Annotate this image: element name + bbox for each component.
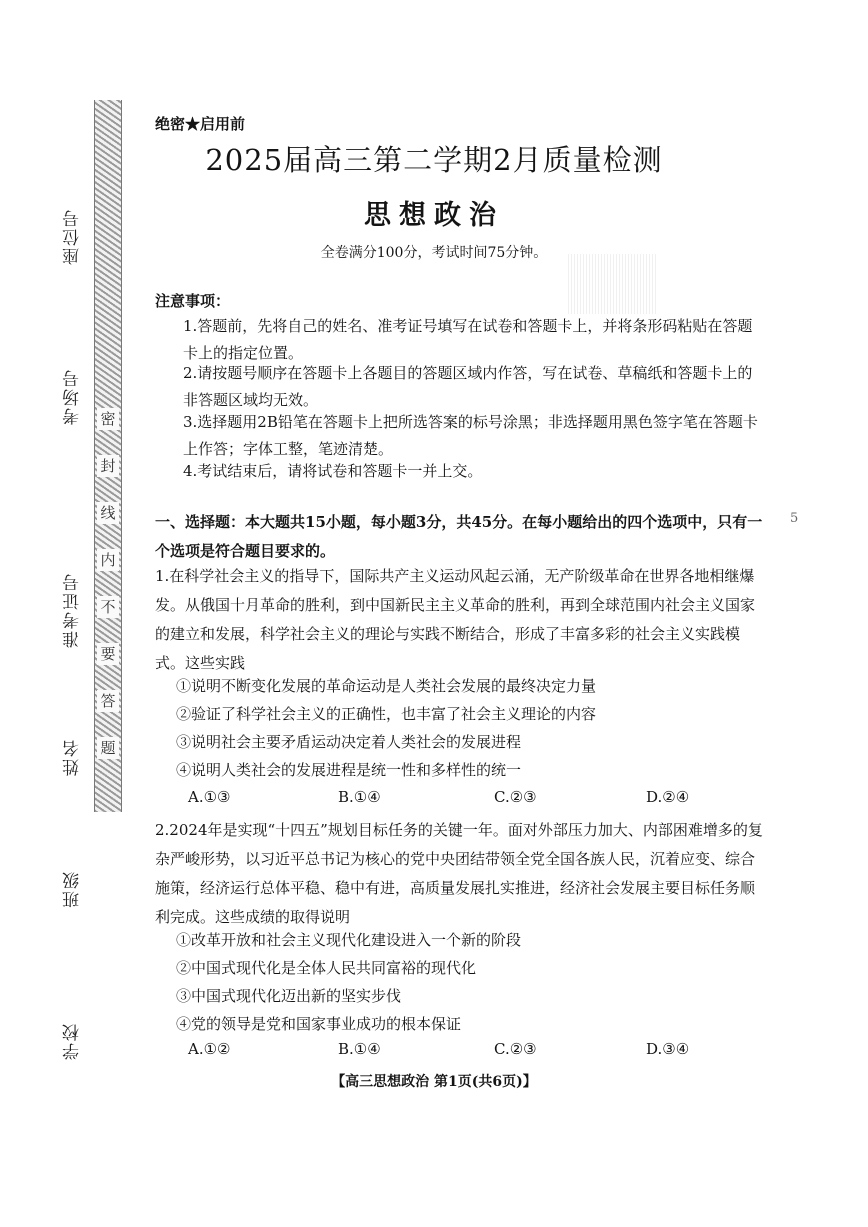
- seal-char: 封: [97, 455, 119, 477]
- section-heading: 一、选择题：本大题共15小题，每小题3分，共45分。在每小题给出的四个选项中，只有一个选项是符合题目要求的。: [155, 513, 763, 560]
- question-1-answer-c: C.②③: [494, 788, 537, 806]
- seal-char: 内: [97, 549, 119, 571]
- question-1-option: ③说明社会主要矛盾运动决定着人类社会的发展进程: [176, 733, 522, 751]
- exam-info: 全卷满分100分，考试时间75分钟。: [320, 245, 548, 261]
- seal-char: 答: [97, 690, 119, 712]
- question-2-stem: 2.2024年是实现“十四五”规划目标任务的关键一年。面对外部压力加大、内部困难增多的复杂严峻形势，以习近平总书记为核心的党中央团结带领全党全国各族人民，沉着应变、综合施策，经济运行总体平稳、稳中有进，高质量发展扎实推进，经济社会发展主要目标任务顺利完成。这些成绩的取得说明: [155, 821, 763, 926]
- question-1-answer-d: D.②④: [646, 788, 690, 806]
- subject-title: 思想政治: [364, 200, 504, 231]
- notice-item: 4.考试结束后，请将试卷和答题卡一并上交。: [183, 462, 483, 480]
- page-footer: 【高三思想政治 第1页(共6页)】: [331, 1074, 537, 1090]
- seal-char: 题: [97, 737, 119, 759]
- secret-mark: 绝密★启用前: [155, 115, 246, 133]
- exam-title: 2025届高三第二学期2月质量检测: [205, 143, 663, 177]
- seat-number-label: 座位号: [63, 208, 83, 265]
- exam-room-label: 考场号: [63, 368, 83, 425]
- question-2-option: ①改革开放和社会主义现代化建设进入一个新的阶段: [176, 931, 522, 949]
- seal-char: 密: [97, 408, 119, 430]
- stray-mark: 5: [790, 511, 799, 526]
- class-label: 班级: [63, 870, 83, 908]
- admission-number-label: 准考证号: [63, 572, 83, 648]
- question-1-option: ④说明人类社会的发展进程是统一性和多样性的统一: [176, 761, 522, 779]
- question-2-option: ④党的领导是党和国家事业成功的根本保证: [176, 1015, 462, 1033]
- question-2-answer-d: D.③④: [646, 1040, 690, 1058]
- notice-title: 注意事项：: [155, 292, 231, 310]
- notice-item: 1.答题前，先将自己的姓名、准考证号填写在试卷和答题卡上，并将条形码粘贴在答题卡上的指定位置。: [183, 317, 753, 362]
- notice-item: 3.选择题用2B铅笔在答题卡上把所选答案的标号涂黑；非选择题用黑色签字笔在答题卡上作答；字体工整，笔迹清楚。: [183, 413, 758, 458]
- question-1-answer-a: A.①③: [188, 788, 231, 806]
- seal-char: 不: [97, 596, 119, 618]
- scan-noise: [568, 254, 656, 314]
- question-1-answer-b: B.①④: [338, 788, 381, 806]
- question-1-option: ①说明不断变化发展的革命运动是人类社会发展的最终决定力量: [176, 677, 597, 695]
- school-label: 学校: [63, 1022, 83, 1060]
- name-label: 姓名: [63, 738, 83, 776]
- question-2-answer-c: C.②③: [494, 1040, 537, 1058]
- question-1-stem: 1.在科学社会主义的指导下，国际共产主义运动风起云涌，无产阶级革命在世界各地相继爆发。从俄国十月革命的胜利，到中国新民主主义革命的胜利，再到全球范围内社会主义国家的建立和发展，科学社会主义的理论与实践不断结合，形成了丰富多彩的社会主义实践模式。这些实践: [155, 567, 756, 672]
- seal-char: 线: [97, 502, 119, 524]
- seal-char: 要: [97, 643, 119, 665]
- question-2-option: ②中国式现代化是全体人民共同富裕的现代化: [176, 959, 477, 977]
- question-1-option: ②验证了科学社会主义的正确性，也丰富了社会主义理论的内容: [176, 705, 597, 723]
- question-2-option: ③中国式现代化迈出新的坚实步伐: [176, 987, 402, 1005]
- notice-item: 2.请按题号顺序在答题卡上各题目的答题区域内作答，写在试卷、草稿纸和答题卡上的非答题区域均无效。: [183, 364, 753, 409]
- question-2-answer-a: A.①②: [188, 1040, 231, 1058]
- question-2-answer-b: B.①④: [338, 1040, 381, 1058]
